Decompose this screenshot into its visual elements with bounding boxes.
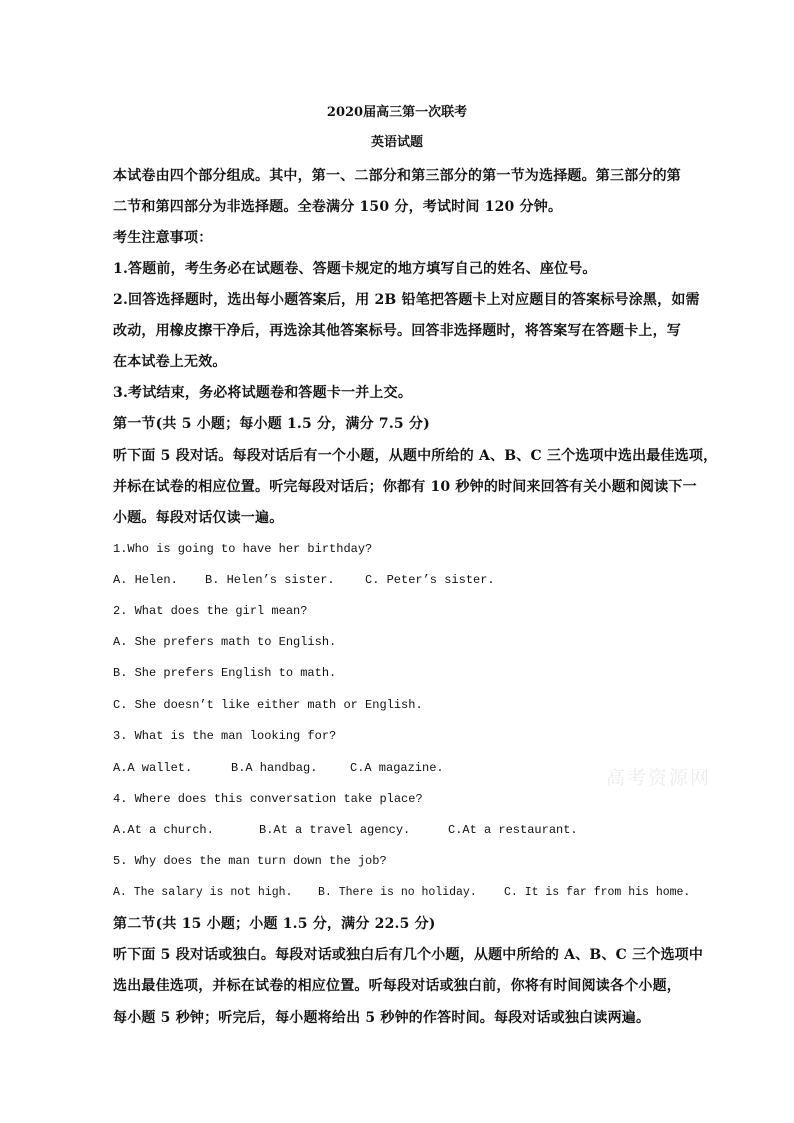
question-4: 4. Where does this conversation take place? <box>113 792 423 806</box>
option-a: A.A wallet. <box>113 761 193 775</box>
exam-title: 2020届高三第一次联考 <box>326 105 468 120</box>
section1-instruction: 听下面 5 段对话。每段对话后有一个小题，从题中所给的 A、B、C 三个选项中选出最佳选项， <box>113 448 718 464</box>
option-b: B.At a travel agency. <box>259 823 411 837</box>
section1-heading: 第一节(共 5 小题；每小题 1.5 分，满分 7.5 分) <box>113 416 430 432</box>
option-c: C. It is far from his home. <box>504 886 691 899</box>
section2-heading: 第二节(共 15 小题；小题 1.5 分，满分 22.5 分) <box>113 916 436 932</box>
option-a: A. She prefers math to English. <box>113 635 337 649</box>
question-5: 5. Why does the man turn down the job? <box>113 854 387 868</box>
option-c: C. She doesn’t like either math or English. <box>113 698 423 712</box>
option-a: A. Helen. <box>113 573 178 587</box>
notes-line: 改动，用橡皮擦干净后，再选涂其他答案标号。回答非选择题时，将答案写在答题卡上，写 <box>113 323 681 339</box>
question-5-options <box>113 886 691 899</box>
option-b: B. There is no holiday. <box>318 886 477 899</box>
section2-instruction: 选出最佳选项，并标在试卷的相应位置。听每段对话或独白前，你将有时间阅读各个小题， <box>113 978 681 994</box>
section2-instruction: 听下面 5 段对话或独白。每段对话或独白后有几个小题，从题中所给的 A、B、C 三个选项中 <box>113 947 704 963</box>
question-2: 2. What does the girl mean? <box>113 604 308 618</box>
option-c: C.At a restaurant. <box>448 823 578 837</box>
exam-subtitle: 英语试题 <box>370 135 423 150</box>
option-a: A. The salary is not high. <box>113 886 293 899</box>
notes-heading: 考生注意事项： <box>113 230 213 246</box>
option-c: C.A magazine. <box>350 761 444 775</box>
question-4-options <box>113 824 683 836</box>
option-a: A.At a church. <box>113 823 214 837</box>
watermark: 高考资源网 <box>606 767 712 789</box>
option-b: B. Helen’s sister. <box>205 573 335 587</box>
notes-line: 在本试卷上无效。 <box>113 354 227 370</box>
question-3: 3. What is the man looking for? <box>113 729 337 743</box>
section1-instruction: 小题。每段对话仅读一遍。 <box>113 510 284 526</box>
section2-instruction: 每小题 5 秒钟；听完后，每小题将给出 5 秒钟的作答时间。每段对话或独白读两遍。 <box>113 1010 651 1026</box>
question-1-options <box>113 574 683 586</box>
notes-line: 3.考试结束，务必将试题卷和答题卡一并上交。 <box>113 385 413 401</box>
intro-line: 本试卷由四个部分组成。其中，第一、二部分和第三部分的第一节为选择题。第三部分的第 <box>113 168 681 184</box>
intro-line: 二节和第四部分为非选择题。全卷满分 150 分，考试时间 120 分钟。 <box>113 199 563 215</box>
notes-line: 1.答题前，考生务必在试题卷、答题卡规定的地方填写自己的姓名、座位号。 <box>113 261 597 277</box>
notes-line: 2.回答选择题时，选出每小题答案后，用 2B 铅笔把答题卡上对应题目的答案标号涂黑，如需 <box>113 292 700 308</box>
option-c: C. Peter’s sister. <box>365 573 495 587</box>
option-b: B. She prefers English to math. <box>113 666 337 680</box>
option-b: B.A handbag. <box>231 761 318 775</box>
question-3-options <box>113 762 683 774</box>
section1-instruction: 并标在试卷的相应位置。听完每段对话后；你都有 10 秒钟的时间来回答有关小题和阅读下一 <box>113 479 697 495</box>
question-1: 1.Who is going to have her birthday? <box>113 542 373 556</box>
